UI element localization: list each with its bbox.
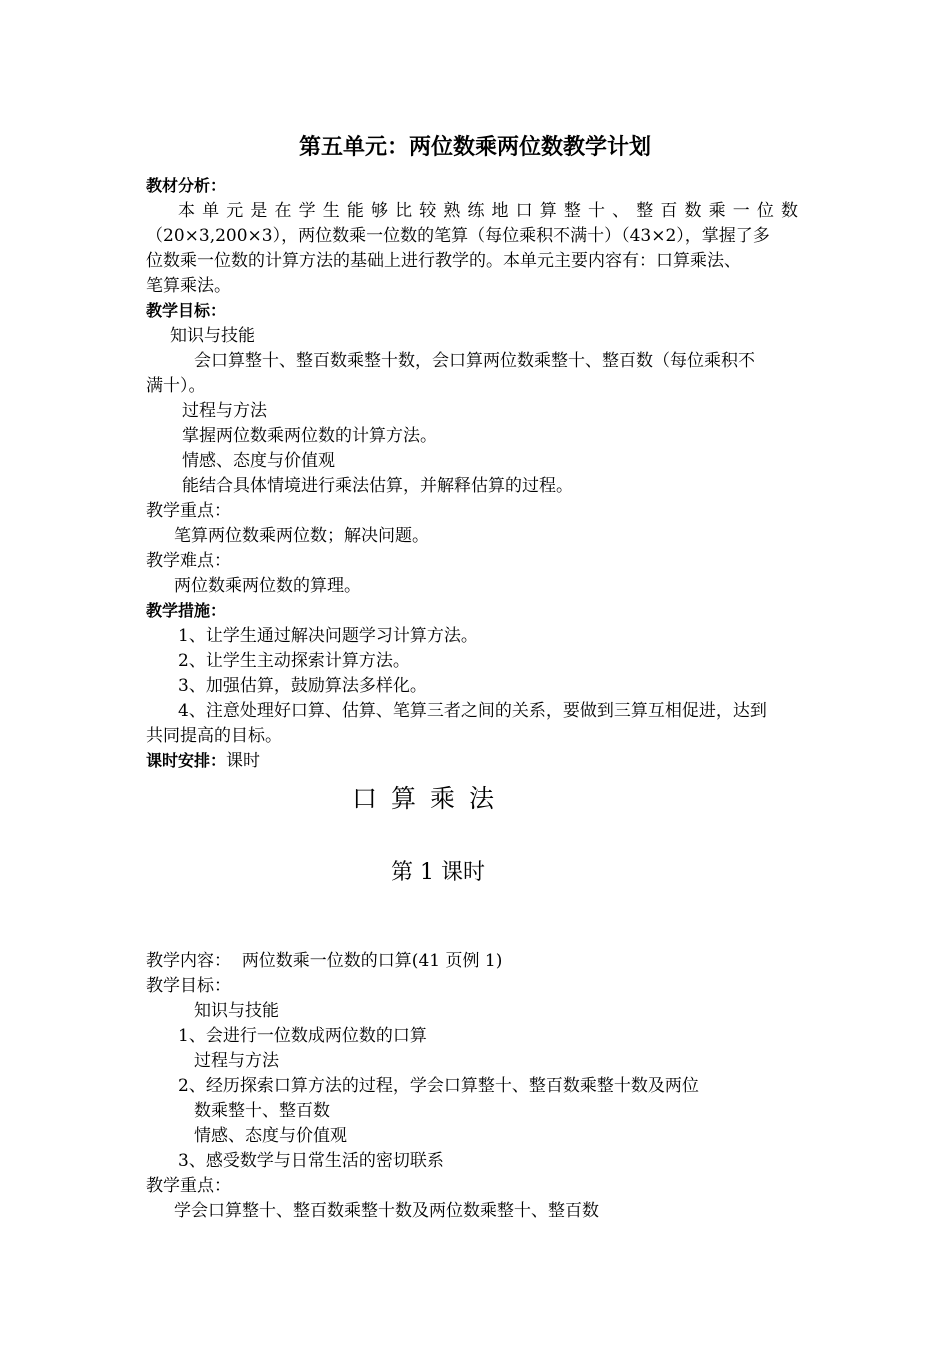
- measure-item-4-cont: 共同提高的目标。: [146, 726, 282, 746]
- lesson-knowledge-label: 知识与技能: [194, 1001, 279, 1021]
- lesson-goal-item-2: 2、经历探索口算方法的过程，学会口算整十、整百数乘整十数及两位: [178, 1076, 699, 1096]
- schedule-text: 课时: [226, 751, 261, 771]
- schedule-line: [146, 750, 260, 772]
- measure-item-3: 3、加强估算，鼓励算法多样化。: [178, 676, 427, 696]
- schedule-heading: 课时安排：: [146, 751, 227, 770]
- analysis-line-3: 位数乘一位数的计算方法的基础上进行教学的。本单元主要内容有：口算乘法、: [146, 251, 741, 271]
- process-text: 掌握两位数乘两位数的计算方法。: [182, 426, 437, 446]
- emotion-label: 情感、态度与价值观: [182, 451, 335, 471]
- page-title: 第五单元：两位数乘两位数教学计划: [298, 135, 651, 160]
- lesson-content-line: [146, 950, 502, 972]
- lesson-goals-label: 教学目标：: [146, 976, 231, 996]
- knowledge-line-1: 会口算整十、整百数乘整十数，会口算两位数乘整十、整百数（每位乘积不: [194, 351, 755, 371]
- measure-item-2: 2、让学生主动探索计算方法。: [178, 651, 410, 671]
- lesson-goal-item-3: 3、感受数学与日常生活的密切联系: [178, 1151, 444, 1171]
- difficulties-text: 两位数乘两位数的算理。: [174, 576, 361, 596]
- lesson-content-label: 教学内容：: [146, 951, 231, 971]
- process-label: 过程与方法: [182, 401, 267, 421]
- lesson-title: 第 1 课时: [391, 860, 485, 885]
- analysis-line-2: （20×3,200×3），两位数乘一位数的笔算（每位乘积不满十）（43×2），掌握了多: [146, 226, 770, 246]
- section-title: 口算乘法: [351, 784, 508, 813]
- analysis-heading: 教材分析：: [146, 176, 227, 195]
- measures-heading: 教学措施：: [146, 601, 227, 620]
- key-points-text: 笔算两位数乘两位数；解决问题。: [174, 526, 429, 546]
- lesson-emotion-label: 情感、态度与价值观: [194, 1126, 347, 1146]
- lesson-goal-item-1: 1、会进行一位数成两位数的口算: [178, 1026, 427, 1046]
- lesson-content-text: 两位数乘一位数的口算(41 页例 1): [241, 951, 503, 971]
- emotion-text: 能结合具体情境进行乘法估算，并解释估算的过程。: [182, 476, 573, 496]
- measure-item-1: 1、让学生通过解决问题学习计算方法。: [178, 626, 478, 646]
- analysis-line-4: 笔算乘法。: [146, 276, 231, 296]
- key-points-heading: 教学重点：: [146, 501, 231, 521]
- lesson-goal-item-2-cont: 数乘整十、整百数: [194, 1101, 330, 1121]
- lesson-key-label: 教学重点：: [146, 1176, 231, 1196]
- lesson-process-label: 过程与方法: [194, 1051, 279, 1071]
- knowledge-line-2: 满十）。: [146, 376, 206, 396]
- goals-heading: 教学目标：: [146, 301, 227, 320]
- lesson-key-text: 学会口算整十、整百数乘整十数及两位数乘整十、整百数: [174, 1201, 599, 1221]
- analysis-line-1: 本 单 元 是 在 学 生 能 够 比 较 熟 练 地 口 算 整 十 、 整 百 数 乘 一 位 数: [178, 201, 799, 221]
- difficulties-heading: 教学难点：: [146, 551, 231, 571]
- knowledge-label: 知识与技能: [170, 326, 255, 346]
- measure-item-4: 4、注意处理好口算、估算、笔算三者之间的关系，要做到三算互相促进，达到: [178, 701, 767, 721]
